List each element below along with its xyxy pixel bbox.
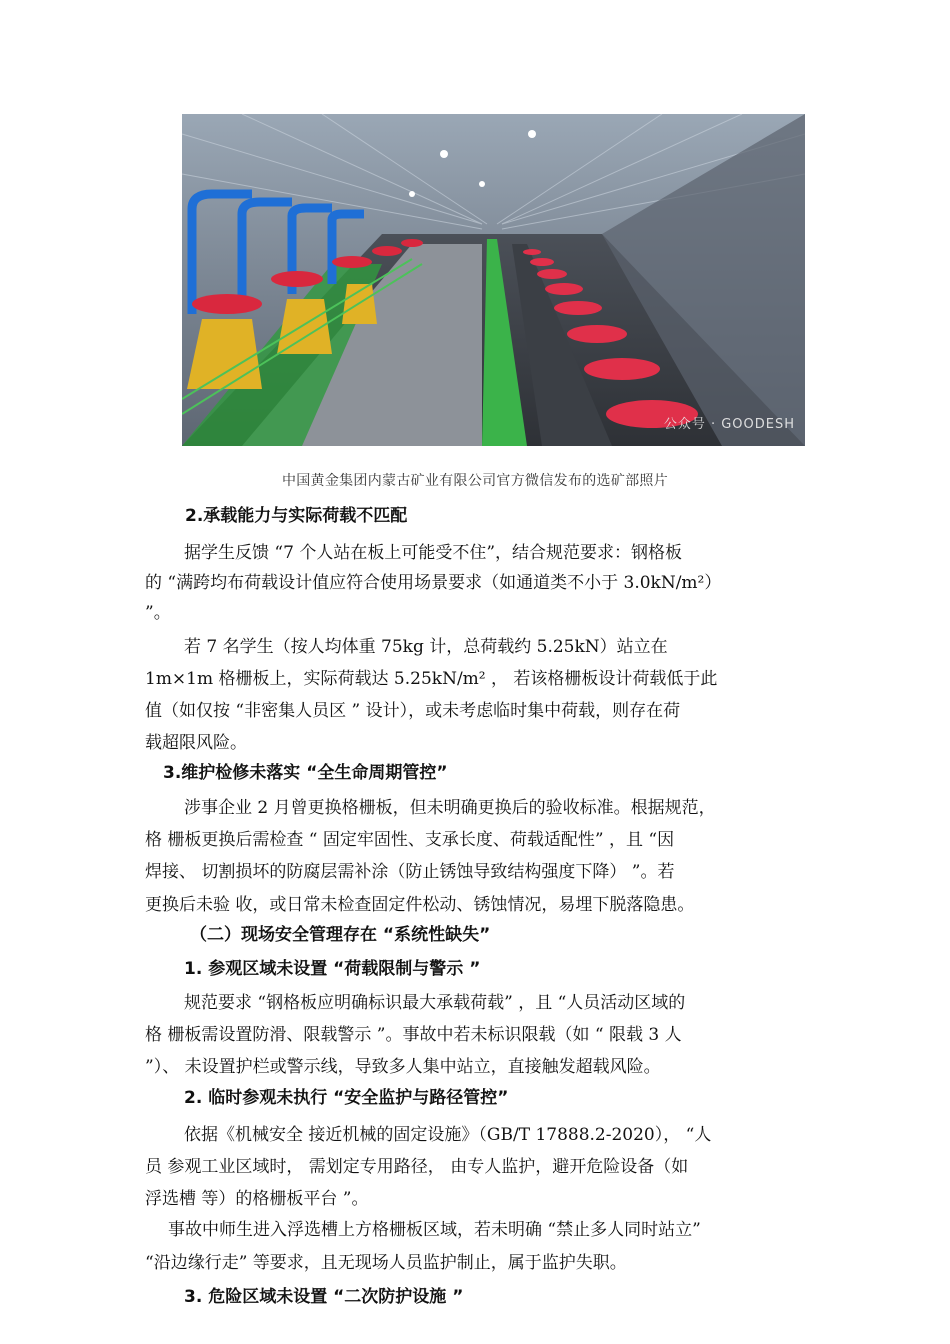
para-6-line-2: “沿边缘行走” 等要求，且无现场人员监护制止，属于监护失职。 (145, 1253, 627, 1273)
para-2-line-4: 载超限风险。 (145, 733, 247, 753)
section-3-title: 3.维护检修未落实 “全生命周期管控” (163, 763, 448, 783)
para-6-line-1: 事故中师生进入浮选槽上方格栅板区域，若未明确 “禁止多人同时站立” (168, 1220, 701, 1240)
para-2-line-1: 若 7 名学生（按人均体重 75kg 计，总荷载约 5.25kN）站立在 (184, 637, 668, 657)
para-5-line-3: 浮选槽 等）的格栅板平台 ”。 (145, 1189, 369, 1209)
item-3-title: 3. 危险区域未设置 “二次防护设施 ” (184, 1287, 464, 1307)
flotation-workshop-photo (182, 114, 805, 446)
item-1-title: 1. 参观区域未设置 “荷载限制与警示 ” (184, 959, 481, 979)
para-1-line-2: 的 “满跨均布荷载设计值应符合使用场景要求（如通道类不小于 3.0kN/m²） (145, 573, 722, 593)
para-3-line-3: 焊接、 切割损坏的防腐层需补涂（防止锈蚀导致结构强度下降） ”。若 (145, 862, 675, 882)
para-3-line-1: 涉事企业 2 月曾更换格栅板，但未明确更换后的验收标准。根据规范， (184, 798, 716, 818)
photo-caption: 中国黄金集团内蒙古矿业有限公司官方微信发布的选矿部照片 (281, 473, 669, 489)
para-3-line-2: 格 栅板更换后需检查 “ 固定牢固性、支承长度、荷载适配性” ，且 “因 (145, 830, 675, 850)
para-4-line-1: 规范要求 “钢格板应明确标识最大承载荷载” ，且 “人员活动区域的 (184, 993, 686, 1013)
para-2-line-2: 1m×1m 格栅板上，实际荷载达 5.25kN/m² ， 若该格栅板设计荷载低于此 (145, 669, 718, 689)
para-5-line-1: 依据《机械安全 接近机械的固定设施》（GB/T 17888.2-2020）， “人 (184, 1125, 712, 1145)
para-3-line-4: 更换后未验 收，或日常未检查固定件松动、锈蚀情况，易埋下脱落隐患。 (145, 895, 695, 915)
photo-illustration (182, 114, 805, 446)
photo-watermark: 公众号 · GOODESH (663, 417, 795, 432)
section-2-title: 2.承载能力与实际荷载不匹配 (185, 506, 408, 526)
para-1-line-3: ”。 (145, 603, 171, 623)
para-4-line-3: ”）、 未设置护栏或警示线，导致多人集中站立，直接触发超载风险。 (145, 1057, 661, 1077)
para-1-line-1: 据学生反馈 “7 个人站在板上可能受不住”，结合规范要求：钢格板 (184, 543, 683, 563)
item-2-title: 2. 临时参观未执行 “安全监护与路径管控” (184, 1088, 509, 1108)
para-4-line-2: 格 栅板需设置防滑、限载警示 ”。事故中若未标识限载（如 “ 限载 3 人 (145, 1025, 682, 1045)
para-2-line-3: 值（如仅按 “非密集人员区 ” 设计），或未考虑临时集中荷载，则存在荷 (145, 701, 681, 721)
para-5-line-2: 员 参观工业区域时， 需划定专用路径， 由专人监护，避开危险设备（如 (145, 1157, 689, 1177)
part-2-title: （二）现场安全管理存在 “系统性缺失” (190, 925, 491, 945)
